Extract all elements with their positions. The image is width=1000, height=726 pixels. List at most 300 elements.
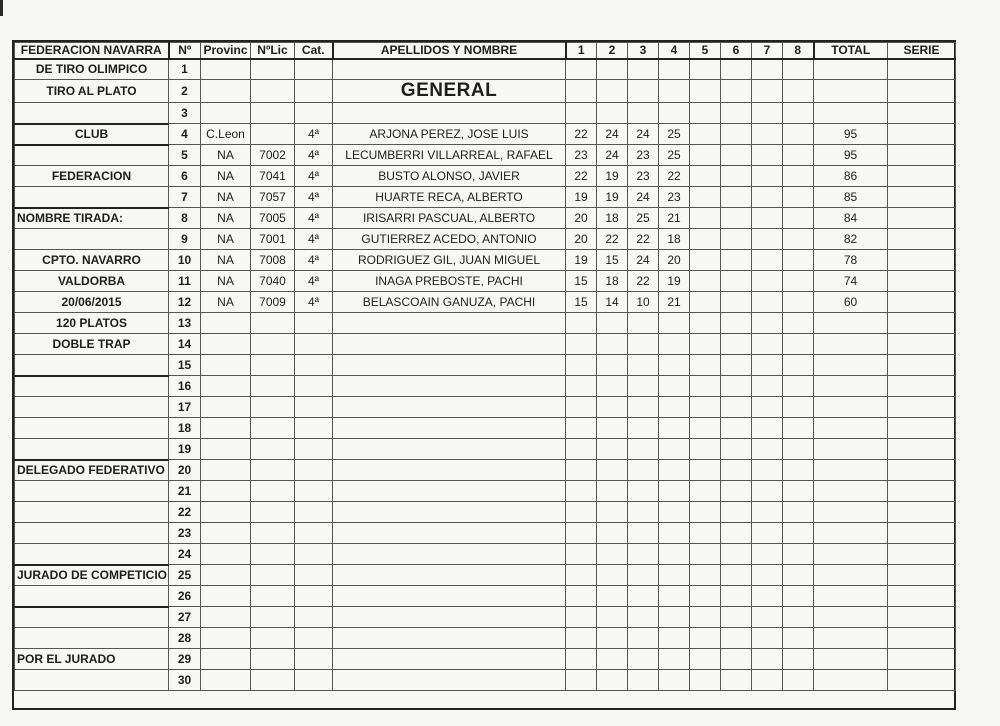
series-6-score <box>721 229 752 250</box>
series-8-score <box>783 460 814 481</box>
series-3-score <box>628 80 659 103</box>
left-panel-cell <box>15 607 169 628</box>
table-row <box>15 439 956 460</box>
shooter-name <box>333 502 566 523</box>
series-1-score: 15 <box>566 292 597 313</box>
serie-cell <box>888 565 956 586</box>
series-1-score <box>566 523 597 544</box>
serie-cell <box>888 418 956 439</box>
series-8-score <box>783 523 814 544</box>
results-table <box>14 42 956 691</box>
shooter-name <box>333 565 566 586</box>
left-panel-cell <box>15 397 169 418</box>
series-6-score <box>721 80 752 103</box>
serie-cell <box>888 544 956 565</box>
series-8-score <box>783 649 814 670</box>
category-cell: 4ª <box>295 187 333 208</box>
license-cell <box>251 418 295 439</box>
series-1-score: 15 <box>566 271 597 292</box>
series-1-score <box>566 103 597 124</box>
series-4-score: 19 <box>659 271 690 292</box>
series-5-score <box>690 59 721 80</box>
license-cell: 7001 <box>251 229 295 250</box>
series-8-score <box>783 80 814 103</box>
series-2-score <box>597 544 628 565</box>
series-5-score <box>690 523 721 544</box>
category-cell <box>295 565 333 586</box>
category-cell <box>295 649 333 670</box>
series-4-score <box>659 80 690 103</box>
series-8-score <box>783 439 814 460</box>
series-4-score: 21 <box>659 292 690 313</box>
series-3-score <box>628 586 659 607</box>
header-series-8: 8 <box>783 43 814 59</box>
table-row <box>15 355 956 376</box>
license-cell <box>251 124 295 145</box>
series-4-score <box>659 502 690 523</box>
serie-cell <box>888 250 956 271</box>
serie-cell <box>888 376 956 397</box>
header-series-5: 5 <box>690 43 721 59</box>
total-score <box>814 376 888 397</box>
series-1-score <box>566 313 597 334</box>
series-8-score <box>783 103 814 124</box>
series-6-score <box>721 355 752 376</box>
table-row <box>15 607 956 628</box>
left-panel-cell <box>15 628 169 649</box>
category-cell: 4ª <box>295 229 333 250</box>
shooter-name: RODRIGUEZ GIL, JUAN MIGUEL <box>333 250 566 271</box>
series-1-score <box>566 59 597 80</box>
series-6-score <box>721 523 752 544</box>
series-2-score <box>597 376 628 397</box>
left-panel-cell <box>15 418 169 439</box>
category-cell <box>295 80 333 103</box>
left-panel-cell <box>15 481 169 502</box>
province-cell <box>201 670 251 691</box>
total-score: 95 <box>814 124 888 145</box>
header-series-3: 3 <box>628 43 659 59</box>
province-cell: NA <box>201 271 251 292</box>
left-panel-cell: TIRO AL PLATO <box>15 80 169 103</box>
province-cell <box>201 586 251 607</box>
row-number: 10 <box>169 250 201 271</box>
license-cell <box>251 397 295 418</box>
series-1-score <box>566 649 597 670</box>
series-2-score <box>597 59 628 80</box>
series-3-score <box>628 439 659 460</box>
row-number: 8 <box>169 208 201 229</box>
header-prov: Provinc <box>201 43 251 59</box>
shooter-name <box>333 313 566 334</box>
series-6-score <box>721 292 752 313</box>
license-cell: 7041 <box>251 166 295 187</box>
title-spacer <box>333 59 566 80</box>
province-cell: NA <box>201 250 251 271</box>
series-7-score <box>752 80 783 103</box>
shooter-name <box>333 607 566 628</box>
category-cell <box>295 502 333 523</box>
series-5-score <box>690 439 721 460</box>
left-panel-cell <box>15 103 169 124</box>
left-panel-cell: FEDERACION <box>15 166 169 187</box>
series-3-score <box>628 523 659 544</box>
shooter-name <box>333 649 566 670</box>
series-8-score <box>783 166 814 187</box>
series-7-score <box>752 397 783 418</box>
total-score <box>814 523 888 544</box>
series-6-score <box>721 145 752 166</box>
series-5-score <box>690 334 721 355</box>
series-2-score <box>597 355 628 376</box>
category-cell: 4ª <box>295 271 333 292</box>
header-org: FEDERACION NAVARRA <box>15 43 169 59</box>
series-5-score <box>690 80 721 103</box>
series-4-score <box>659 544 690 565</box>
row-number: 27 <box>169 607 201 628</box>
category-cell: 4ª <box>295 145 333 166</box>
row-number: 13 <box>169 313 201 334</box>
series-4-score <box>659 586 690 607</box>
series-8-score <box>783 124 814 145</box>
table-row <box>15 481 956 502</box>
province-cell <box>201 103 251 124</box>
series-8-score <box>783 313 814 334</box>
serie-cell <box>888 187 956 208</box>
series-6-score <box>721 124 752 145</box>
series-1-score <box>566 376 597 397</box>
total-score: 84 <box>814 208 888 229</box>
series-2-score: 24 <box>597 124 628 145</box>
series-8-score <box>783 502 814 523</box>
province-cell: NA <box>201 187 251 208</box>
category-cell <box>295 628 333 649</box>
series-7-score <box>752 124 783 145</box>
category-cell <box>295 103 333 124</box>
left-panel-cell: CLUB <box>15 124 169 145</box>
category-cell <box>295 59 333 80</box>
province-cell: C.Leon <box>201 124 251 145</box>
series-4-score <box>659 103 690 124</box>
license-cell <box>251 355 295 376</box>
shooter-name <box>333 439 566 460</box>
total-score <box>814 334 888 355</box>
table-row <box>15 208 956 229</box>
total-score <box>814 439 888 460</box>
left-panel-cell: VALDORBA <box>15 271 169 292</box>
serie-cell <box>888 59 956 80</box>
shooter-name <box>333 355 566 376</box>
series-2-score: 14 <box>597 292 628 313</box>
series-3-score: 24 <box>628 124 659 145</box>
series-7-score <box>752 649 783 670</box>
total-score <box>814 481 888 502</box>
serie-cell <box>888 80 956 103</box>
category-cell <box>295 586 333 607</box>
series-2-score: 18 <box>597 271 628 292</box>
series-5-score <box>690 187 721 208</box>
license-cell: 7040 <box>251 271 295 292</box>
left-panel-cell: POR EL JURADO <box>15 649 169 670</box>
province-cell <box>201 523 251 544</box>
serie-cell <box>888 439 956 460</box>
series-7-score <box>752 355 783 376</box>
series-7-score <box>752 59 783 80</box>
license-cell: 7009 <box>251 292 295 313</box>
serie-cell <box>888 481 956 502</box>
category-cell: 4ª <box>295 292 333 313</box>
table-row <box>15 313 956 334</box>
series-1-score: 19 <box>566 250 597 271</box>
series-5-score <box>690 166 721 187</box>
series-4-score <box>659 439 690 460</box>
row-number: 9 <box>169 229 201 250</box>
series-8-score <box>783 355 814 376</box>
series-3-score <box>628 649 659 670</box>
series-4-score: 25 <box>659 145 690 166</box>
series-7-score <box>752 376 783 397</box>
series-2-score: 15 <box>597 250 628 271</box>
province-cell <box>201 418 251 439</box>
series-5-score <box>690 229 721 250</box>
header-series-1: 1 <box>566 43 597 59</box>
series-3-score: 10 <box>628 292 659 313</box>
series-2-score <box>597 565 628 586</box>
series-7-score <box>752 523 783 544</box>
series-5-score <box>690 292 721 313</box>
total-score <box>814 586 888 607</box>
province-cell <box>201 439 251 460</box>
table-row <box>15 649 956 670</box>
series-7-score <box>752 544 783 565</box>
header-series-7: 7 <box>752 43 783 59</box>
header-row <box>15 43 956 59</box>
license-cell <box>251 313 295 334</box>
row-number: 17 <box>169 397 201 418</box>
series-5-score <box>690 502 721 523</box>
series-2-score <box>597 670 628 691</box>
series-8-score <box>783 565 814 586</box>
series-8-score <box>783 59 814 80</box>
header-series-4: 4 <box>659 43 690 59</box>
table-row <box>15 502 956 523</box>
serie-cell <box>888 229 956 250</box>
series-2-score <box>597 607 628 628</box>
series-6-score <box>721 628 752 649</box>
row-number: 18 <box>169 418 201 439</box>
license-cell <box>251 628 295 649</box>
series-2-score <box>597 628 628 649</box>
series-7-score <box>752 418 783 439</box>
series-4-score: 18 <box>659 229 690 250</box>
series-5-score <box>690 586 721 607</box>
license-cell: 7002 <box>251 145 295 166</box>
license-cell <box>251 565 295 586</box>
province-cell: NA <box>201 292 251 313</box>
series-1-score: 20 <box>566 229 597 250</box>
series-2-score: 22 <box>597 229 628 250</box>
series-1-score <box>566 418 597 439</box>
row-number: 26 <box>169 586 201 607</box>
series-7-score <box>752 103 783 124</box>
license-cell <box>251 103 295 124</box>
series-2-score: 19 <box>597 187 628 208</box>
series-4-score <box>659 397 690 418</box>
series-5-score <box>690 670 721 691</box>
province-cell <box>201 397 251 418</box>
table-row <box>15 187 956 208</box>
series-3-score <box>628 397 659 418</box>
series-1-score <box>566 607 597 628</box>
province-cell: NA <box>201 145 251 166</box>
serie-cell <box>888 355 956 376</box>
series-7-score <box>752 208 783 229</box>
series-2-score <box>597 334 628 355</box>
table-row <box>15 80 956 103</box>
series-4-score: 22 <box>659 166 690 187</box>
series-4-score <box>659 313 690 334</box>
row-number: 3 <box>169 103 201 124</box>
series-3-score <box>628 334 659 355</box>
total-score: 95 <box>814 145 888 166</box>
shooter-name: BUSTO ALONSO, JAVIER <box>333 166 566 187</box>
shooter-name: GUTIERREZ ACEDO, ANTONIO <box>333 229 566 250</box>
table-row <box>15 628 956 649</box>
row-number: 30 <box>169 670 201 691</box>
left-panel-cell: 120 PLATOS <box>15 313 169 334</box>
series-5-score <box>690 628 721 649</box>
series-8-score <box>783 208 814 229</box>
series-2-score: 19 <box>597 166 628 187</box>
left-panel-cell: NOMBRE TIRADA: <box>15 208 169 229</box>
shooter-name <box>333 628 566 649</box>
series-1-score: 22 <box>566 124 597 145</box>
province-cell <box>201 313 251 334</box>
row-number: 22 <box>169 502 201 523</box>
total-score: 74 <box>814 271 888 292</box>
table-row <box>15 376 956 397</box>
series-2-score <box>597 80 628 103</box>
row-number: 20 <box>169 460 201 481</box>
series-8-score <box>783 418 814 439</box>
serie-cell <box>888 586 956 607</box>
table-row <box>15 103 956 124</box>
series-2-score <box>597 103 628 124</box>
series-7-score <box>752 250 783 271</box>
series-1-score <box>566 670 597 691</box>
series-8-score <box>783 187 814 208</box>
table-row <box>15 565 956 586</box>
table-row <box>15 250 956 271</box>
series-8-score <box>783 670 814 691</box>
series-4-score <box>659 649 690 670</box>
table-row <box>15 292 956 313</box>
total-score: 82 <box>814 229 888 250</box>
series-6-score <box>721 313 752 334</box>
table-row <box>15 544 956 565</box>
series-6-score <box>721 418 752 439</box>
series-2-score <box>597 313 628 334</box>
shooter-name: BELASCOAIN GANUZA, PACHI <box>333 292 566 313</box>
row-number: 6 <box>169 166 201 187</box>
row-number: 2 <box>169 80 201 103</box>
series-1-score <box>566 80 597 103</box>
province-cell <box>201 80 251 103</box>
province-cell <box>201 59 251 80</box>
total-score: 85 <box>814 187 888 208</box>
series-4-score <box>659 523 690 544</box>
total-score <box>814 397 888 418</box>
series-4-score <box>659 418 690 439</box>
category-cell <box>295 439 333 460</box>
series-3-score <box>628 670 659 691</box>
table-row <box>15 523 956 544</box>
license-cell <box>251 523 295 544</box>
series-7-score <box>752 229 783 250</box>
shooter-name <box>333 586 566 607</box>
series-3-score <box>628 313 659 334</box>
left-panel-cell <box>15 355 169 376</box>
series-3-score <box>628 628 659 649</box>
province-cell <box>201 460 251 481</box>
total-score: 60 <box>814 292 888 313</box>
left-panel-cell <box>15 376 169 397</box>
serie-cell <box>888 460 956 481</box>
category-cell: 4ª <box>295 208 333 229</box>
category-cell <box>295 376 333 397</box>
header-serie: SERIE <box>888 43 956 59</box>
total-score <box>814 355 888 376</box>
series-6-score <box>721 208 752 229</box>
row-number: 25 <box>169 565 201 586</box>
series-5-score <box>690 649 721 670</box>
scan-corner-mark <box>0 0 3 16</box>
row-number: 23 <box>169 523 201 544</box>
province-cell: NA <box>201 208 251 229</box>
total-score: 78 <box>814 250 888 271</box>
series-1-score <box>566 628 597 649</box>
series-5-score <box>690 145 721 166</box>
table-row <box>15 124 956 145</box>
header-name: APELLIDOS Y NOMBRE <box>333 43 566 59</box>
license-cell <box>251 80 295 103</box>
left-panel-cell: 20/06/2015 <box>15 292 169 313</box>
license-cell <box>251 439 295 460</box>
serie-cell <box>888 670 956 691</box>
license-cell <box>251 460 295 481</box>
row-number: 14 <box>169 334 201 355</box>
series-5-score <box>690 355 721 376</box>
series-5-score <box>690 481 721 502</box>
category-cell: 4ª <box>295 250 333 271</box>
series-3-score <box>628 544 659 565</box>
row-number: 29 <box>169 649 201 670</box>
series-6-score <box>721 607 752 628</box>
shooter-name: INAGA PREBOSTE, PACHI <box>333 271 566 292</box>
series-8-score <box>783 628 814 649</box>
left-panel-cell: DE TIRO OLIMPICO <box>15 59 169 80</box>
category-cell: 4ª <box>295 124 333 145</box>
series-8-score <box>783 145 814 166</box>
series-1-score <box>566 481 597 502</box>
header-series-2: 2 <box>597 43 628 59</box>
series-5-score <box>690 250 721 271</box>
header-num: Nº <box>169 43 201 59</box>
series-4-score <box>659 607 690 628</box>
province-cell <box>201 502 251 523</box>
license-cell <box>251 649 295 670</box>
left-panel-cell <box>15 229 169 250</box>
